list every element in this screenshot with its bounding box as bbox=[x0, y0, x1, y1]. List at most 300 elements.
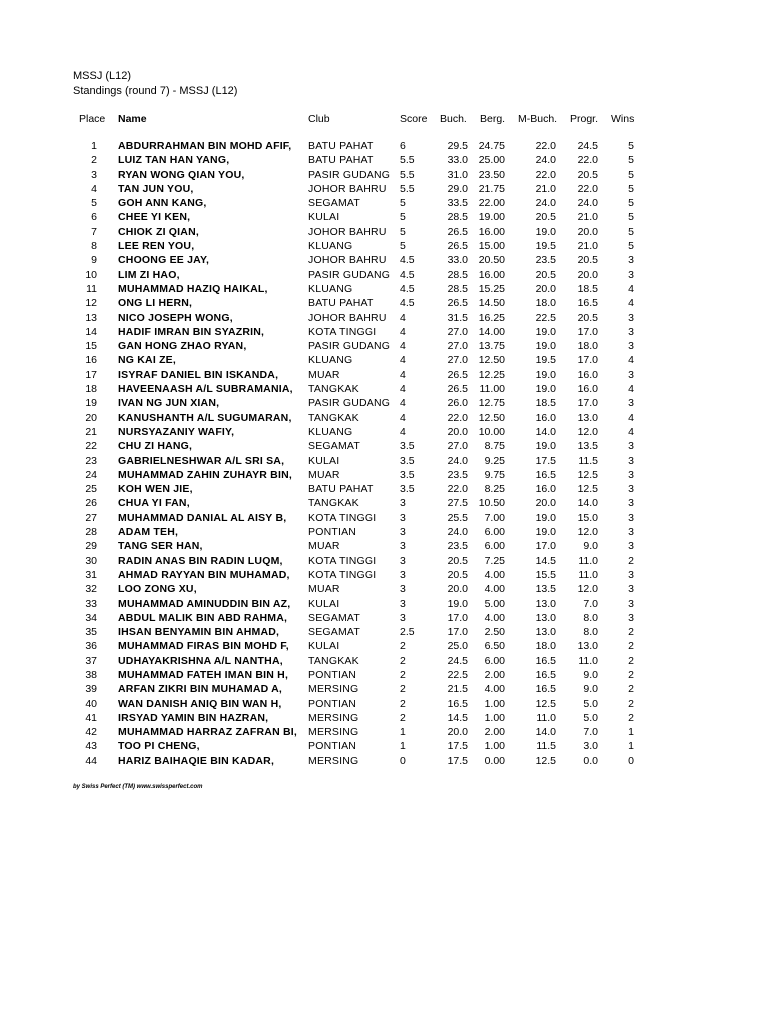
cell-place: 31 bbox=[85, 568, 97, 581]
cell-name: LOO ZONG XU, bbox=[118, 583, 197, 596]
cell-buch: 27.0 bbox=[447, 440, 468, 453]
cell-club: KULAI bbox=[308, 640, 340, 653]
cell-name: AHMAD RAYYAN BIN MUHAMAD, bbox=[118, 568, 290, 581]
table-header bbox=[0, 111, 768, 127]
cell-mbuch: 18.0 bbox=[535, 640, 556, 653]
cell-club: KOTA TINGGI bbox=[308, 554, 377, 567]
cell-berg: 25.00 bbox=[478, 154, 505, 167]
cell-mbuch: 19.0 bbox=[535, 325, 556, 338]
cell-progr: 11.0 bbox=[578, 568, 598, 581]
cell-score: 3.5 bbox=[400, 483, 415, 496]
cell-place: 22 bbox=[85, 440, 97, 453]
cell-score: 0 bbox=[400, 754, 406, 767]
cell-berg: 23.50 bbox=[478, 168, 505, 181]
cell-name: MUHAMMAD AMINUDDIN BIN AZ, bbox=[118, 597, 291, 610]
header-berg: Berg. bbox=[480, 113, 506, 125]
cell-wins: 4 bbox=[628, 411, 634, 424]
cell-berg: 6.00 bbox=[484, 654, 505, 667]
cell-wins: 2 bbox=[628, 668, 634, 681]
cell-name: ISYRAF DANIEL BIN ISKANDA, bbox=[118, 368, 279, 381]
table-row bbox=[0, 311, 768, 325]
cell-mbuch: 16.5 bbox=[535, 468, 556, 481]
cell-berg: 1.00 bbox=[484, 697, 505, 710]
table-row bbox=[0, 210, 768, 224]
cell-mbuch: 16.5 bbox=[535, 668, 556, 681]
cell-mbuch: 13.5 bbox=[535, 583, 556, 596]
cell-name: NURSYAZANIY WAFIY, bbox=[118, 425, 235, 438]
cell-mbuch: 24.0 bbox=[535, 197, 556, 210]
cell-name: KOH WEN JIE, bbox=[118, 483, 193, 496]
cell-place: 41 bbox=[85, 711, 97, 724]
cell-buch: 27.0 bbox=[447, 340, 468, 353]
cell-progr: 12.0 bbox=[577, 425, 598, 438]
cell-progr: 12.0 bbox=[577, 583, 598, 596]
cell-berg: 15.25 bbox=[478, 282, 505, 295]
cell-club: PASIR GUDANG bbox=[308, 340, 391, 353]
cell-progr: 7.0 bbox=[583, 597, 598, 610]
cell-wins: 3 bbox=[628, 454, 634, 467]
table-row bbox=[0, 711, 768, 725]
header-wins: Wins bbox=[611, 113, 635, 125]
cell-mbuch: 19.0 bbox=[535, 368, 556, 381]
cell-club: KLUANG bbox=[308, 282, 353, 295]
cell-mbuch: 13.0 bbox=[535, 597, 556, 610]
cell-buch: 20.5 bbox=[447, 554, 468, 567]
table-row bbox=[0, 639, 768, 653]
cell-mbuch: 20.5 bbox=[535, 211, 556, 224]
cell-score: 1 bbox=[400, 726, 406, 739]
table-row bbox=[0, 754, 768, 768]
cell-progr: 20.5 bbox=[577, 168, 598, 181]
cell-mbuch: 19.0 bbox=[535, 440, 556, 453]
cell-mbuch: 19.0 bbox=[535, 526, 556, 539]
cell-place: 42 bbox=[85, 726, 97, 739]
cell-name: GOH ANN KANG, bbox=[118, 197, 207, 210]
cell-club: MERSING bbox=[308, 711, 359, 724]
cell-wins: 1 bbox=[628, 726, 634, 739]
cell-score: 3 bbox=[400, 568, 406, 581]
cell-wins: 4 bbox=[628, 282, 634, 295]
cell-place: 39 bbox=[85, 683, 97, 696]
cell-place: 2 bbox=[91, 154, 97, 167]
cell-name: CHIOK ZI QIAN, bbox=[118, 225, 199, 238]
cell-berg: 15.00 bbox=[478, 240, 505, 253]
cell-wins: 3 bbox=[628, 497, 634, 510]
cell-wins: 2 bbox=[628, 711, 634, 724]
cell-name: MUHAMMAD HAZIQ HAIKAL, bbox=[118, 282, 268, 295]
cell-score: 3 bbox=[400, 497, 406, 510]
cell-score: 4 bbox=[400, 397, 406, 410]
cell-buch: 24.0 bbox=[447, 454, 468, 467]
cell-progr: 20.0 bbox=[577, 225, 598, 238]
document-subtitle: Standings (round 7) - MSSJ (L12) bbox=[73, 85, 238, 97]
table-row bbox=[0, 482, 768, 496]
cell-score: 4 bbox=[400, 311, 406, 324]
cell-score: 3 bbox=[400, 526, 406, 539]
cell-club: MUAR bbox=[308, 368, 340, 381]
cell-name: ABDURRAHMAN BIN MOHD AFIF, bbox=[118, 140, 292, 152]
cell-buch: 26.5 bbox=[447, 383, 468, 396]
cell-place: 21 bbox=[85, 425, 97, 438]
cell-place: 34 bbox=[85, 611, 97, 624]
cell-berg: 6.00 bbox=[484, 526, 505, 539]
cell-progr: 12.0 bbox=[577, 526, 598, 539]
cell-name: UDHAYAKRISHNA A/L NANTHA, bbox=[118, 654, 283, 667]
cell-buch: 19.0 bbox=[447, 597, 468, 610]
cell-berg: 5.00 bbox=[484, 597, 505, 610]
document-title: MSSJ (L12) bbox=[73, 70, 132, 82]
cell-berg: 16.00 bbox=[478, 268, 505, 281]
cell-mbuch: 24.0 bbox=[535, 154, 556, 167]
cell-berg: 11.00 bbox=[479, 383, 505, 396]
cell-wins: 3 bbox=[628, 597, 634, 610]
cell-buch: 17.0 bbox=[447, 626, 468, 639]
cell-club: JOHOR BAHRU bbox=[308, 311, 387, 324]
cell-place: 26 bbox=[85, 497, 97, 510]
cell-mbuch: 16.5 bbox=[535, 683, 556, 696]
cell-progr: 13.5 bbox=[577, 440, 598, 453]
table-row bbox=[0, 454, 768, 468]
cell-place: 14 bbox=[85, 325, 97, 338]
cell-buch: 14.5 bbox=[447, 711, 468, 724]
cell-berg: 4.00 bbox=[484, 568, 505, 581]
cell-berg: 2.00 bbox=[484, 726, 505, 739]
cell-berg: 4.00 bbox=[484, 583, 505, 596]
table-row bbox=[0, 296, 768, 310]
cell-progr: 24.0 bbox=[577, 197, 598, 210]
cell-place: 18 bbox=[85, 383, 97, 396]
cell-score: 2 bbox=[400, 654, 406, 667]
cell-mbuch: 19.0 bbox=[535, 340, 556, 353]
table-row bbox=[0, 139, 768, 153]
header-place: Place bbox=[79, 113, 106, 125]
cell-place: 9 bbox=[91, 254, 97, 267]
cell-score: 4.5 bbox=[400, 297, 415, 310]
cell-mbuch: 13.0 bbox=[535, 611, 556, 624]
cell-club: TANGKAK bbox=[308, 654, 359, 667]
table-row bbox=[0, 153, 768, 167]
cell-score: 2 bbox=[400, 697, 406, 710]
table-row bbox=[0, 325, 768, 339]
cell-name: KANUSHANTH A/L SUGUMARAN, bbox=[118, 411, 292, 424]
cell-score: 2 bbox=[400, 711, 406, 724]
cell-buch: 28.5 bbox=[447, 268, 468, 281]
cell-buch: 17.5 bbox=[447, 740, 468, 753]
cell-progr: 17.0 bbox=[577, 397, 598, 410]
cell-name: HARIZ BAIHAQIE BIN KADAR, bbox=[118, 754, 275, 767]
cell-progr: 17.0 bbox=[577, 354, 598, 367]
table-row bbox=[0, 196, 768, 210]
cell-progr: 21.0 bbox=[577, 240, 598, 253]
cell-mbuch: 22.0 bbox=[535, 140, 556, 152]
cell-buch: 24.0 bbox=[447, 526, 468, 539]
cell-place: 13 bbox=[85, 311, 97, 324]
table-row bbox=[0, 597, 768, 611]
cell-name: CHUA YI FAN, bbox=[118, 497, 190, 510]
cell-name: ONG LI HERN, bbox=[118, 297, 193, 310]
cell-buch: 26.5 bbox=[447, 225, 468, 238]
cell-place: 15 bbox=[85, 340, 97, 353]
cell-club: PONTIAN bbox=[308, 526, 357, 539]
cell-progr: 20.0 bbox=[577, 268, 598, 281]
cell-name: GABRIELNESHWAR A/L SRI SA, bbox=[118, 454, 285, 467]
cell-buch: 26.5 bbox=[447, 368, 468, 381]
table-row bbox=[0, 468, 768, 482]
cell-place: 28 bbox=[85, 526, 97, 539]
cell-score: 5 bbox=[400, 240, 406, 253]
cell-place: 43 bbox=[85, 740, 97, 753]
cell-progr: 9.0 bbox=[583, 668, 598, 681]
cell-place: 44 bbox=[85, 754, 97, 767]
table-row bbox=[0, 739, 768, 753]
cell-progr: 11.5 bbox=[578, 454, 598, 467]
cell-progr: 0.0 bbox=[583, 754, 598, 767]
cell-name: TANG SER HAN, bbox=[118, 540, 203, 553]
cell-place: 29 bbox=[85, 540, 97, 553]
cell-club: PASIR GUDANG bbox=[308, 397, 391, 410]
cell-buch: 21.5 bbox=[447, 683, 468, 696]
cell-berg: 7.00 bbox=[484, 511, 505, 524]
cell-score: 4 bbox=[400, 425, 406, 438]
cell-name: GAN HONG ZHAO RYAN, bbox=[118, 340, 247, 353]
table-row bbox=[0, 439, 768, 453]
cell-score: 1 bbox=[400, 740, 406, 753]
cell-buch: 23.5 bbox=[447, 540, 468, 553]
cell-mbuch: 16.0 bbox=[535, 483, 556, 496]
cell-name: CHEE YI KEN, bbox=[118, 211, 191, 224]
cell-berg: 12.50 bbox=[478, 411, 505, 424]
cell-buch: 27.0 bbox=[447, 354, 468, 367]
cell-club: SEGAMAT bbox=[308, 440, 360, 453]
cell-berg: 8.25 bbox=[484, 483, 505, 496]
cell-wins: 0 bbox=[628, 754, 634, 767]
cell-berg: 16.25 bbox=[478, 311, 505, 324]
cell-mbuch: 18.0 bbox=[535, 297, 556, 310]
cell-place: 10 bbox=[85, 268, 97, 281]
cell-progr: 22.0 bbox=[577, 154, 598, 167]
table-row bbox=[0, 411, 768, 425]
cell-score: 4 bbox=[400, 368, 406, 381]
cell-progr: 16.5 bbox=[577, 297, 598, 310]
cell-score: 4.5 bbox=[400, 282, 415, 295]
cell-berg: 2.50 bbox=[484, 626, 505, 639]
table-row bbox=[0, 425, 768, 439]
cell-wins: 3 bbox=[628, 568, 634, 581]
cell-name: HADIF IMRAN BIN SYAZRIN, bbox=[118, 325, 265, 338]
cell-club: KULAI bbox=[308, 597, 340, 610]
cell-score: 3 bbox=[400, 540, 406, 553]
cell-mbuch: 13.0 bbox=[535, 626, 556, 639]
cell-mbuch: 22.0 bbox=[535, 168, 556, 181]
cell-mbuch: 23.5 bbox=[535, 254, 556, 267]
table-row bbox=[0, 225, 768, 239]
cell-club: PONTIAN bbox=[308, 697, 357, 710]
cell-wins: 3 bbox=[628, 397, 634, 410]
cell-score: 3.5 bbox=[400, 454, 415, 467]
cell-progr: 11.0 bbox=[578, 654, 598, 667]
table-row bbox=[0, 697, 768, 711]
cell-score: 4 bbox=[400, 383, 406, 396]
cell-score: 4 bbox=[400, 340, 406, 353]
cell-club: PASIR GUDANG bbox=[308, 168, 391, 181]
table-row bbox=[0, 554, 768, 568]
cell-score: 3 bbox=[400, 583, 406, 596]
cell-wins: 3 bbox=[628, 468, 634, 481]
cell-place: 3 bbox=[91, 168, 97, 181]
cell-berg: 10.00 bbox=[478, 425, 505, 438]
cell-progr: 24.5 bbox=[577, 140, 598, 152]
cell-berg: 4.00 bbox=[484, 611, 505, 624]
cell-progr: 14.0 bbox=[577, 497, 598, 510]
cell-berg: 6.50 bbox=[484, 640, 505, 653]
cell-buch: 25.5 bbox=[447, 511, 468, 524]
cell-name: MUHAMMAD ZAHIN ZUHAYR BIN, bbox=[118, 468, 292, 481]
cell-mbuch: 12.5 bbox=[535, 697, 556, 710]
cell-wins: 2 bbox=[628, 554, 634, 567]
cell-place: 30 bbox=[85, 554, 97, 567]
cell-buch: 24.5 bbox=[447, 654, 468, 667]
cell-place: 33 bbox=[85, 597, 97, 610]
cell-wins: 5 bbox=[628, 140, 634, 152]
cell-progr: 21.0 bbox=[577, 211, 598, 224]
cell-name: MUHAMMAD FATEH IMAN BIN H, bbox=[118, 668, 289, 681]
cell-place: 25 bbox=[85, 483, 97, 496]
header-club: Club bbox=[308, 113, 330, 125]
cell-place: 24 bbox=[85, 468, 97, 481]
table-row bbox=[0, 268, 768, 282]
cell-wins: 3 bbox=[628, 340, 634, 353]
cell-berg: 10.50 bbox=[478, 497, 505, 510]
cell-club: KULAI bbox=[308, 211, 340, 224]
cell-buch: 26.5 bbox=[447, 297, 468, 310]
cell-mbuch: 14.0 bbox=[535, 726, 556, 739]
cell-place: 6 bbox=[91, 211, 97, 224]
cell-progr: 13.0 bbox=[577, 411, 598, 424]
cell-progr: 5.0 bbox=[583, 697, 598, 710]
cell-club: KOTA TINGGI bbox=[308, 325, 377, 338]
cell-berg: 12.75 bbox=[478, 397, 505, 410]
table-row bbox=[0, 282, 768, 296]
cell-buch: 26.5 bbox=[447, 240, 468, 253]
cell-score: 3 bbox=[400, 511, 406, 524]
cell-wins: 2 bbox=[628, 683, 634, 696]
cell-progr: 13.0 bbox=[577, 640, 598, 653]
table-row bbox=[0, 353, 768, 367]
cell-wins: 3 bbox=[628, 611, 634, 624]
cell-club: TANGKAK bbox=[308, 411, 359, 424]
cell-name: RYAN WONG QIAN YOU, bbox=[118, 168, 245, 181]
table-row bbox=[0, 496, 768, 510]
cell-mbuch: 20.0 bbox=[535, 497, 556, 510]
cell-name: NICO JOSEPH WONG, bbox=[118, 311, 233, 324]
cell-place: 35 bbox=[85, 626, 97, 639]
cell-wins: 3 bbox=[628, 440, 634, 453]
cell-club: KULAI bbox=[308, 454, 340, 467]
cell-name: WAN DANISH ANIQ BIN WAN H, bbox=[118, 697, 282, 710]
cell-buch: 33.5 bbox=[447, 197, 468, 210]
cell-mbuch: 22.5 bbox=[535, 311, 556, 324]
cell-wins: 4 bbox=[628, 354, 634, 367]
table-row bbox=[0, 511, 768, 525]
cell-buch: 27.0 bbox=[447, 325, 468, 338]
cell-score: 3.5 bbox=[400, 440, 415, 453]
cell-club: KOTA TINGGI bbox=[308, 568, 377, 581]
cell-wins: 3 bbox=[628, 540, 634, 553]
cell-club: JOHOR BAHRU bbox=[308, 182, 387, 195]
cell-wins: 3 bbox=[628, 368, 634, 381]
cell-wins: 4 bbox=[628, 297, 634, 310]
cell-name: LUIZ TAN HAN YANG, bbox=[118, 154, 230, 167]
header-name: Name bbox=[118, 113, 147, 125]
table-row bbox=[0, 396, 768, 410]
table-row bbox=[0, 625, 768, 639]
cell-score: 4 bbox=[400, 411, 406, 424]
cell-berg: 14.00 bbox=[478, 325, 505, 338]
cell-score: 2 bbox=[400, 668, 406, 681]
table-row bbox=[0, 539, 768, 553]
cell-buch: 16.5 bbox=[447, 697, 468, 710]
cell-mbuch: 11.5 bbox=[536, 740, 556, 753]
cell-berg: 1.00 bbox=[484, 740, 505, 753]
cell-progr: 7.0 bbox=[583, 726, 598, 739]
cell-buch: 20.0 bbox=[447, 425, 468, 438]
cell-berg: 0.00 bbox=[484, 754, 505, 767]
table-row bbox=[0, 339, 768, 353]
table-row bbox=[0, 382, 768, 396]
cell-name: IVAN NG JUN XIAN, bbox=[118, 397, 220, 410]
cell-score: 2.5 bbox=[400, 626, 415, 639]
cell-mbuch: 16.5 bbox=[535, 654, 556, 667]
footer-credit: by Swiss Perfect (TM) www.swissperfect.com bbox=[73, 784, 203, 790]
cell-club: MERSING bbox=[308, 726, 359, 739]
cell-place: 40 bbox=[85, 697, 97, 710]
cell-score: 4 bbox=[400, 325, 406, 338]
cell-mbuch: 15.5 bbox=[535, 568, 556, 581]
cell-mbuch: 19.0 bbox=[535, 383, 556, 396]
cell-score: 5.5 bbox=[400, 182, 415, 195]
cell-place: 20 bbox=[85, 411, 97, 424]
cell-progr: 16.0 bbox=[577, 368, 598, 381]
cell-place: 8 bbox=[91, 240, 97, 253]
cell-buch: 33.0 bbox=[447, 254, 468, 267]
cell-club: TANGKAK bbox=[308, 383, 359, 396]
cell-berg: 12.50 bbox=[478, 354, 505, 367]
cell-club: PONTIAN bbox=[308, 668, 357, 681]
cell-wins: 1 bbox=[628, 740, 634, 753]
table-row bbox=[0, 368, 768, 382]
cell-club: SEGAMAT bbox=[308, 197, 360, 210]
cell-score: 5 bbox=[400, 225, 406, 238]
cell-progr: 18.5 bbox=[577, 282, 598, 295]
cell-name: HAVEENAASH A/L SUBRAMANIA, bbox=[118, 383, 293, 396]
table-row bbox=[0, 682, 768, 696]
cell-place: 37 bbox=[85, 654, 97, 667]
cell-wins: 2 bbox=[628, 626, 634, 639]
table-row bbox=[0, 253, 768, 267]
cell-wins: 5 bbox=[628, 197, 634, 210]
cell-mbuch: 19.5 bbox=[535, 354, 556, 367]
cell-berg: 6.00 bbox=[484, 540, 505, 553]
cell-place: 11 bbox=[86, 282, 97, 295]
cell-buch: 26.0 bbox=[447, 397, 468, 410]
cell-wins: 2 bbox=[628, 654, 634, 667]
cell-progr: 12.5 bbox=[577, 483, 598, 496]
table-row bbox=[0, 654, 768, 668]
cell-place: 32 bbox=[85, 583, 97, 596]
cell-wins: 3 bbox=[628, 268, 634, 281]
cell-name: CHOONG EE JAY, bbox=[118, 254, 210, 267]
cell-club: PONTIAN bbox=[308, 740, 357, 753]
